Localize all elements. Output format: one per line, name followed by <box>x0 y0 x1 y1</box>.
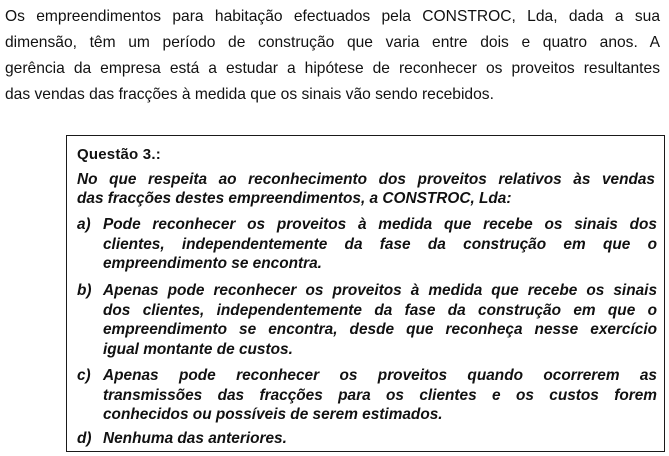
option-letter: a) <box>77 216 91 233</box>
option-line: Apenas pode reconhecer os proveitos quando ocorrerem as <box>103 367 657 384</box>
option-text <box>103 281 657 359</box>
option-line: empreendimento se encontra. <box>103 255 322 272</box>
intro-line: dimensão, têm um período de construção que varia entre dois e quatro anos. A <box>5 34 660 51</box>
intro-paragraph <box>5 4 660 108</box>
intro-line: gerência da empresa está a estudar a hipótese de reconhecer os proveitos resultantes <box>5 60 660 77</box>
intro-line: Os empreendimentos para habitação efectuados pela CONSTROC, Lda, dada a sua <box>5 8 660 25</box>
option-line: clientes, independentemente da fase da construção em que o <box>103 235 657 253</box>
option-a <box>77 215 657 274</box>
option-line: Nenhuma das anteriores. <box>103 430 287 447</box>
option-line: igual montante de custos. <box>103 340 293 358</box>
option-line: Apenas pode reconhecer os proveitos à medida que recebe os sinais <box>103 282 657 299</box>
option-b <box>77 281 657 359</box>
intro-line: das vendas das fracções à medida que os sinais vão sendo recebidos. <box>5 86 494 103</box>
option-text <box>103 429 657 449</box>
option-line: dos clientes, independentemente da fase da construção em que o <box>103 301 657 319</box>
option-line: Pode reconhecer os proveitos à medida que recebe os sinais dos <box>103 216 657 233</box>
question-stem-line: das fracções destes empreendimentos, a CONSTROC, Lda: <box>77 190 512 207</box>
option-c <box>77 366 657 425</box>
question-stem <box>77 170 655 208</box>
option-d <box>77 429 657 449</box>
question-title: Questão 3.: <box>77 146 161 163</box>
question-stem-line: No que respeita ao reconhecimento dos proveitos relativos às vendas <box>77 171 655 188</box>
option-letter: c) <box>77 367 91 384</box>
option-text <box>103 215 657 274</box>
option-line: conhecidos ou possíveis de serem estimados. <box>103 406 443 423</box>
option-text <box>103 366 657 425</box>
option-line: empreendimento se encontra, desde que reconheça nesse exercício <box>103 321 657 338</box>
option-letter: d) <box>77 430 92 447</box>
option-line: transmissões das fracções para os clientes e os custos forem <box>103 386 657 404</box>
question-box <box>66 135 665 452</box>
option-letter: b) <box>77 282 92 299</box>
